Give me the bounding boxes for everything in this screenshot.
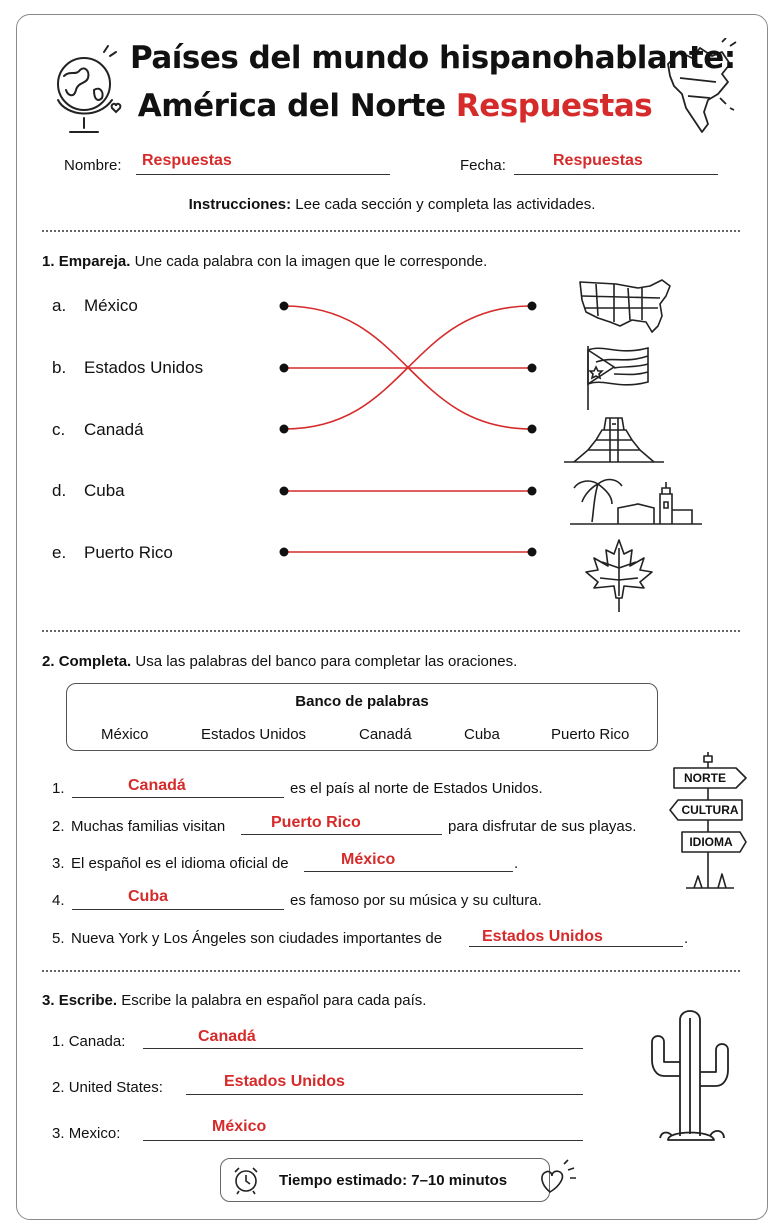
write-item-2-label: 2. United States:	[52, 1079, 163, 1096]
title-line-2: América del Norte Respuestas	[137, 88, 653, 124]
sentence-2-answer: Puerto Rico	[271, 814, 361, 831]
section-1-title: 1. Empareja. Une cada palabra con la imagen que le corresponde.	[42, 253, 488, 270]
write-item-1-answer: Canadá	[198, 1028, 256, 1045]
bank-word-mexico: México	[101, 726, 149, 743]
image-dot-3[interactable]	[528, 425, 537, 434]
word-dot-5[interactable]	[280, 548, 289, 557]
answers-tag: Respuestas	[455, 88, 653, 124]
image-dot-4[interactable]	[528, 487, 537, 496]
palm-castle-icon	[568, 474, 704, 530]
sentence-3-answer: México	[341, 851, 396, 868]
word-dot-1[interactable]	[280, 302, 289, 311]
name-label: Nombre:	[64, 157, 122, 174]
write-item-3-label: 3. Mexico:	[52, 1125, 121, 1142]
write-item-3-line[interactable]	[143, 1140, 583, 1141]
sentence-1-num: 1.	[52, 780, 65, 797]
sentence-1-answer: Canadá	[128, 777, 186, 794]
usa-map-icon	[576, 276, 676, 336]
sentence-4-answer: Cuba	[128, 888, 168, 905]
image-dot-2[interactable]	[528, 364, 537, 373]
time-estimate-text: Tiempo estimado: 7–10 minutos	[279, 1172, 508, 1189]
sentence-4-num: 4.	[52, 892, 65, 909]
sentence-2-after: para disfrutar de sus playas.	[448, 818, 637, 835]
sentence-1-blank[interactable]	[72, 797, 284, 798]
sentence-2-num: 2.	[52, 818, 65, 835]
title-line-1: Países del mundo hispanohablante:	[130, 40, 736, 76]
write-item-1-line[interactable]	[143, 1048, 583, 1049]
divider-2	[42, 630, 740, 632]
bank-word-cuba: Cuba	[464, 726, 500, 743]
bank-word-estados-unidos: Estados Unidos	[201, 726, 307, 743]
match-item-b: b. Estados Unidos	[52, 358, 204, 377]
sentence-4-after: es famoso por su música y su cultura.	[290, 892, 542, 909]
maple-leaf-icon	[584, 538, 654, 614]
sign-cultura: CULTURA	[681, 803, 739, 817]
match-item-c: c. Canadá	[52, 420, 144, 439]
image-dot-5[interactable]	[528, 548, 537, 557]
puerto-rico-flag-icon	[584, 342, 654, 412]
sentence-3-num: 3.	[52, 855, 65, 872]
time-estimate-box	[220, 1158, 550, 1202]
heart-doodle-icon	[538, 1158, 578, 1198]
bank-word-canada: Canadá	[359, 726, 412, 743]
section-3-title: 3. Escribe. Escribe la palabra en español para cada país.	[42, 992, 427, 1009]
word-dot-2[interactable]	[280, 364, 289, 373]
sentence-5-after: .	[684, 930, 689, 947]
write-item-2-answer: Estados Unidos	[224, 1073, 345, 1090]
sign-norte: NORTE	[684, 771, 726, 785]
write-item-2-line[interactable]	[186, 1094, 583, 1095]
section-2-title: 2. Completa. Usa las palabras del banco para completar las oraciones.	[42, 653, 518, 670]
write-item-3-answer: México	[212, 1118, 267, 1135]
sign-idioma: IDIOMA	[689, 835, 733, 849]
sentence-1-after: es el país al norte de Estados Unidos.	[290, 780, 543, 797]
date-label: Fecha:	[460, 157, 506, 174]
match-item-e: e. Puerto Rico	[52, 543, 173, 562]
sentence-3-before: El español es el idioma oficial de	[71, 855, 289, 872]
word-dot-3[interactable]	[280, 425, 289, 434]
sentence-2-before: Muchas familias visitan	[71, 818, 226, 835]
cactus-icon	[648, 1006, 734, 1146]
alarm-clock-icon	[231, 1165, 261, 1195]
write-item-1-label: 1. Canada:	[52, 1033, 126, 1050]
match-item-d: d. Cuba	[52, 481, 125, 500]
sentence-3-blank[interactable]	[304, 871, 513, 872]
sentence-4-blank[interactable]	[72, 909, 284, 910]
sentence-5-answer: Estados Unidos	[482, 928, 603, 945]
divider-3	[42, 970, 740, 972]
bank-word-puerto-rico: Puerto Rico	[551, 726, 630, 743]
word-bank-title: Banco de palabras	[295, 693, 429, 710]
word-bank	[66, 683, 658, 751]
sentence-3-after: .	[514, 855, 519, 872]
pyramid-icon	[562, 410, 666, 466]
sentence-5-before: Nueva York y Los Ángeles son ciudades importantes de	[71, 930, 443, 947]
image-dot-1[interactable]	[528, 302, 537, 311]
match-item-a: a. México	[52, 296, 138, 315]
instructions: Instrucciones: Lee cada sección y completa las actividades.	[188, 196, 596, 213]
sentence-5-blank[interactable]	[469, 946, 683, 947]
sentence-5-num: 5.	[52, 930, 65, 947]
word-dot-4[interactable]	[280, 487, 289, 496]
sentence-2-blank[interactable]	[241, 834, 442, 835]
date-answer: Respuestas	[553, 152, 643, 169]
name-answer: Respuestas	[142, 152, 232, 169]
